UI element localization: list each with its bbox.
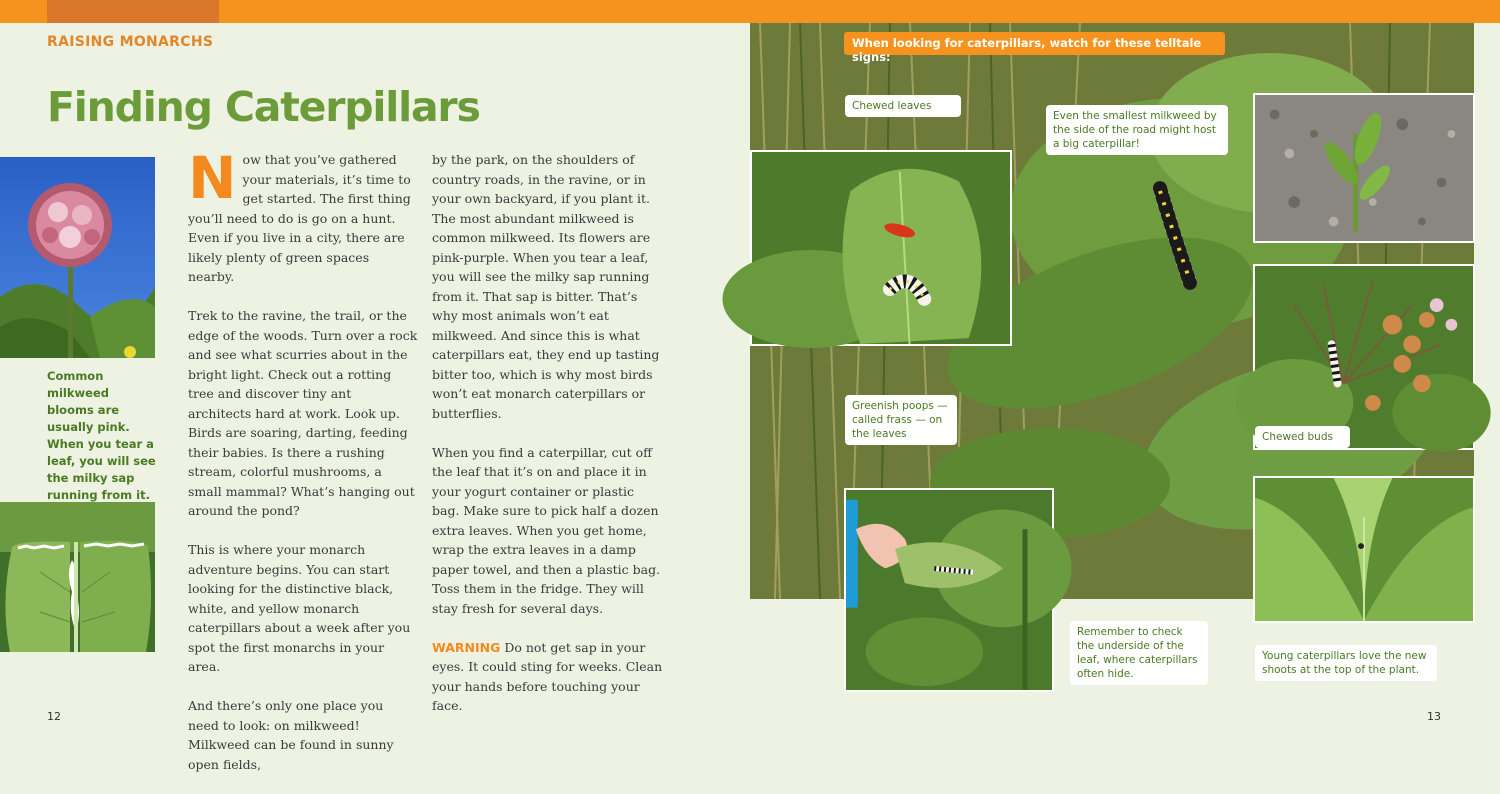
page-number-right: 13 (1427, 710, 1441, 723)
small-milkweed-inset-photo (1253, 93, 1475, 243)
page-number-left: 12 (47, 710, 61, 723)
callout-chewed-buds: Chewed buds (1255, 426, 1350, 448)
right-page (750, 23, 1500, 750)
paragraph: ow that you’ve gathered your materials, it’s time to get started. The first thing you’ll need to do is go on a hunt. Even if you live in a city, there are likely plenty of green spaces nearby. (188, 152, 411, 284)
paragraph: When you find a caterpillar, cut off the leaf that it’s on and place it in your yogurt container or plastic bag. Make sure to pick half a dozen extra leaves. When you get home, wrap the extra leaves in a damp paper towel, and then a plastic bag. Toss them in the fridge. They will stay fresh for several days. (432, 444, 661, 616)
callout-frass: Greenish poops — called frass — on the leaves (845, 395, 957, 445)
paragraph: And there’s only one place you need to look: on milkweed! Milkweed can be found in sunny open fields, (188, 698, 394, 772)
paragraph: by the park, on the shoulders of country roads, in the ravine, or in your own backyard, if you plant it. The most abundant milkweed is common milkweed. Its flowers are pink-purple. When you tear a leaf, you will see the milky sap running from it. That sap is bitter. That’s why most animals won’t eat milkweed. And since this is what caterpillars eat, they end up tasting bitter too, which is why most birds won’t eat monarch caterpillars or butterflies. (432, 152, 660, 421)
signs-banner: When looking for caterpillars, watch for these telltale signs: (844, 32, 1225, 55)
callout-smallest-milkweed: Even the smallest milkweed by the side of the road might host a big caterpillar! (1046, 105, 1228, 155)
top-section-tab (47, 0, 219, 23)
leaf-underside-inset-photo (844, 488, 1054, 692)
new-shoots-inset-photo (1253, 476, 1475, 623)
warning-paragraph (432, 638, 664, 716)
chewed-buds-inset-photo (1253, 264, 1475, 450)
section-label: RAISING MONARCHS (47, 34, 214, 50)
milkweed-flower-photo (0, 157, 155, 358)
warning-text: Do not get sap in your eyes. It could sting for weeks. Clean your hands before touching your face. (432, 639, 663, 713)
callout-young-caterpillars: Young caterpillars love the new shoots at the top of the plant. (1255, 645, 1437, 681)
paragraph: This is where your monarch adventure begins. You can start looking for the distinctive black, white, and yellow monarch caterpillars about a week after you spot the first monarchs in your area. (188, 542, 411, 674)
paragraph: Trek to the ravine, the trail, or the edge of the woods. Turn over a rock and see what scurries about in the bright light. Check out a rotting tree and discover tiny ant architects hard at work. Look up. Birds are soaring, darting, feeding their babies. Is there a rushing stream, colorful mushrooms, a small mammal? What’s hanging out around the pond? (188, 308, 418, 518)
torn-leaf-sap-photo (0, 502, 155, 652)
drop-cap: N (188, 144, 237, 212)
top-color-bar (0, 0, 1500, 23)
warning-label: WARNING (432, 639, 501, 655)
chewed-leaves-inset-photo (750, 150, 1012, 346)
body-column-2 (432, 150, 664, 735)
milkweed-caption: Common milkweed blooms are usually pink. When you tear a leaf, you will see the milky sap running from it. (47, 369, 156, 502)
page-title: Finding Caterpillars (47, 83, 480, 131)
callout-underside: Remember to check the underside of the leaf, where caterpillars often hide. (1070, 621, 1208, 685)
body-column-1 (188, 144, 418, 794)
callout-chewed-leaves: Chewed leaves (845, 95, 961, 117)
left-page (0, 23, 750, 772)
